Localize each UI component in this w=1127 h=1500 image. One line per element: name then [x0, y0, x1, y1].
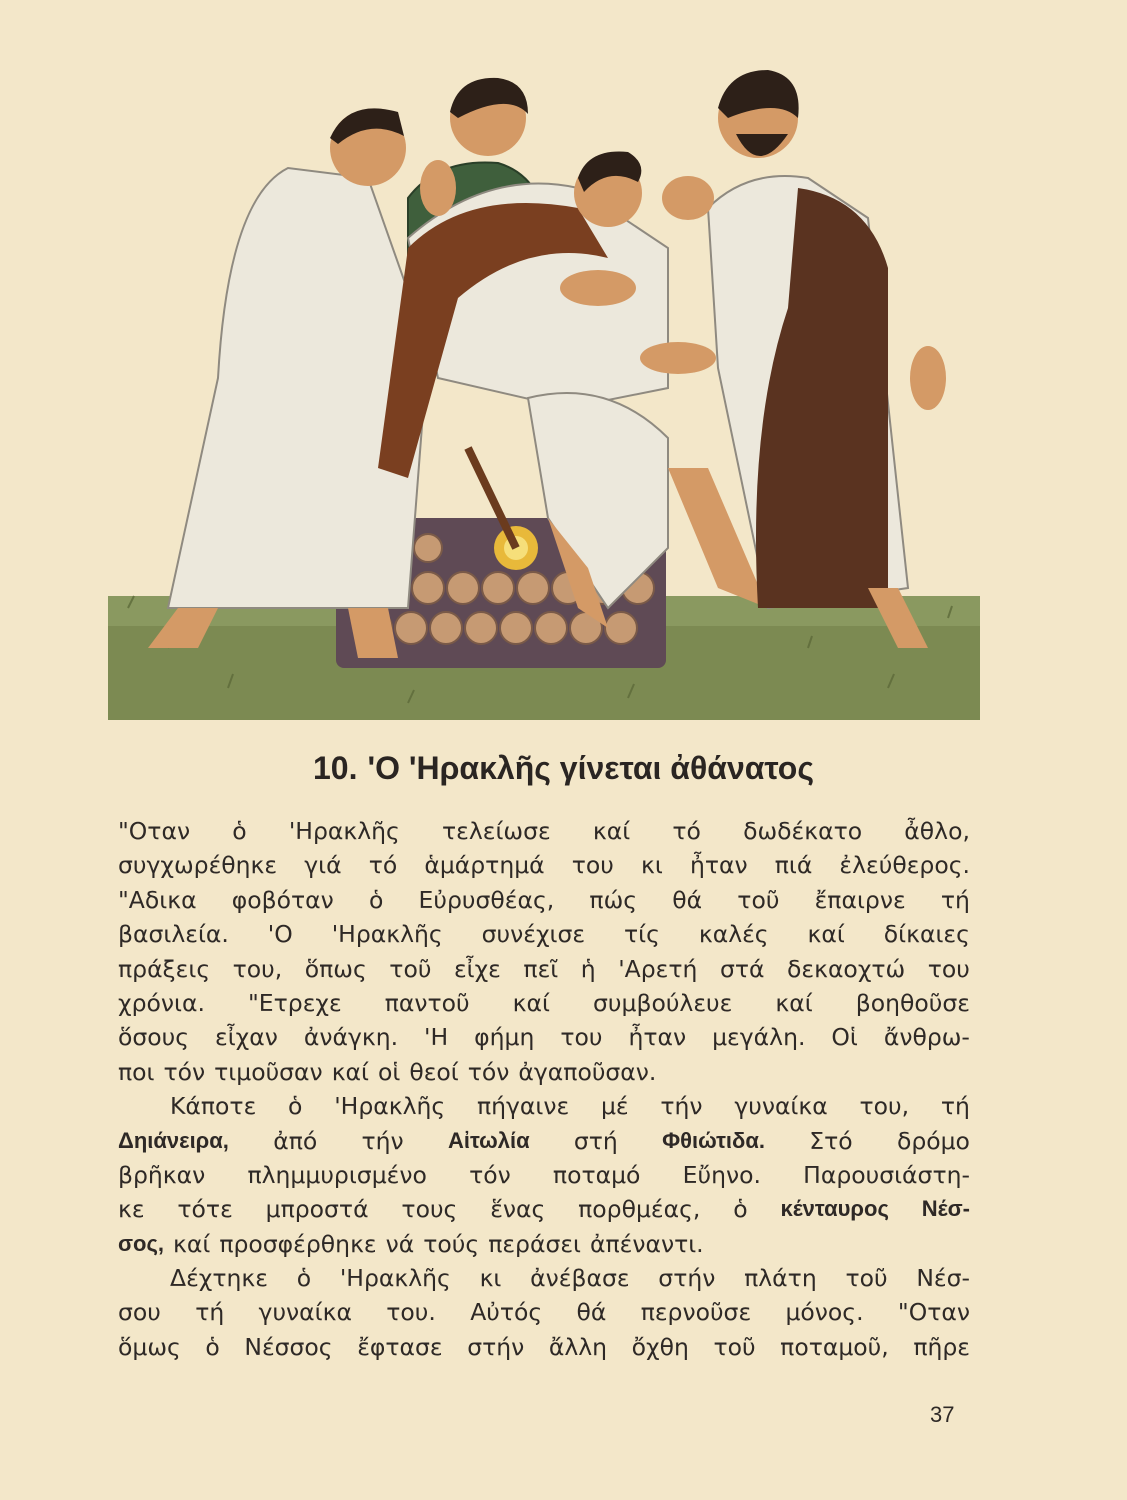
- word: Στό: [809, 1126, 853, 1155]
- text-line: [118, 917, 970, 951]
- word: ἀγαποῦσαν.: [518, 1057, 657, 1086]
- word: πορθμέας,: [578, 1195, 701, 1224]
- word: καί: [775, 988, 813, 1017]
- word: "Οταν: [118, 817, 191, 845]
- word: σος,: [118, 1230, 165, 1256]
- word: στήν: [658, 1264, 716, 1293]
- word: τή: [195, 1298, 225, 1327]
- word: στά: [719, 954, 765, 983]
- text-line: [118, 1158, 970, 1192]
- word: τους: [401, 1195, 458, 1224]
- chapter-heading: [0, 748, 1127, 788]
- word: Εὐρυσθέας,: [418, 885, 555, 914]
- word: 'Αρετή: [618, 954, 698, 983]
- text-line: [118, 1089, 970, 1123]
- text-line: [118, 1227, 970, 1261]
- word: γυναίκα: [734, 1092, 828, 1121]
- word: ἀπό: [273, 1126, 318, 1155]
- word: του: [927, 954, 970, 983]
- word: ἕνας: [490, 1195, 546, 1224]
- word: Φθιώτιδα.: [662, 1127, 766, 1153]
- heracles-on-pyre-illustration: [108, 48, 980, 720]
- word: τότε: [177, 1195, 233, 1224]
- word: Νέσ-: [916, 1264, 970, 1293]
- word: ποταμό: [552, 1160, 641, 1189]
- word: δρόμο: [896, 1126, 970, 1155]
- word: Οἱ: [831, 1023, 858, 1052]
- word: ὁ: [232, 817, 247, 845]
- word: "Αδικα: [118, 885, 197, 914]
- text-line: [118, 1055, 970, 1089]
- text-line: [118, 986, 970, 1020]
- word: περνοῦσε: [640, 1298, 752, 1327]
- word: ἀπέναντι.: [590, 1229, 704, 1258]
- text-line: [118, 1020, 970, 1054]
- word: Παρουσιάστη-: [803, 1160, 970, 1189]
- word: πήγαινε: [476, 1092, 570, 1121]
- word: Δέχτηκε: [170, 1264, 268, 1293]
- word: πῆρε: [913, 1332, 970, 1361]
- word: τοῦ: [737, 885, 780, 914]
- word: θά: [672, 885, 703, 914]
- word: του: [571, 851, 614, 880]
- body-text: [118, 814, 970, 1364]
- text-line: [118, 883, 970, 917]
- word: περάσει: [488, 1229, 581, 1258]
- word: γυναίκα: [258, 1298, 352, 1327]
- word: φήμη: [474, 1023, 535, 1052]
- word: καί: [173, 1229, 211, 1258]
- word: δωδέκατο: [743, 817, 863, 845]
- word: "Ετρεχε: [247, 988, 342, 1017]
- word: Νέσ-: [921, 1196, 970, 1222]
- word: ὁ: [296, 1264, 312, 1293]
- text-line: [118, 1330, 970, 1364]
- word: τίς: [624, 920, 660, 949]
- word: τόν: [467, 1057, 510, 1086]
- word: 'Ηρακλῆς: [331, 920, 443, 949]
- word: ἄλλη: [548, 1332, 608, 1361]
- word: δίκαιες: [883, 920, 970, 949]
- text-line: [118, 1124, 970, 1158]
- text-line: [118, 1261, 970, 1295]
- word: προσφέρθηκε: [219, 1229, 377, 1258]
- word: Εὔηνο.: [682, 1160, 761, 1189]
- word: τιμοῦσαν: [214, 1057, 323, 1086]
- text-line: [118, 952, 970, 986]
- word: ὄχθη: [631, 1332, 689, 1361]
- word: βασιλεία.: [118, 920, 229, 949]
- word: πράξεις: [118, 954, 211, 983]
- word: τοῦ: [389, 954, 432, 983]
- word: "Οταν: [897, 1298, 970, 1327]
- word: συμβούλευε: [593, 988, 733, 1017]
- word: Αἰτωλία: [447, 1127, 530, 1153]
- word: στήν: [467, 1332, 525, 1361]
- word: εἶχαν: [215, 1023, 278, 1052]
- word: βρῆκαν: [118, 1160, 206, 1189]
- word: καλές: [698, 920, 769, 949]
- word: μόνος.: [785, 1298, 864, 1327]
- word: τόν: [163, 1057, 206, 1086]
- word: κε: [118, 1195, 145, 1224]
- word: Αὐτός: [470, 1298, 543, 1327]
- word: κένταυρος: [780, 1196, 889, 1222]
- chapter-number: 10.: [313, 750, 358, 786]
- word: μπροστά: [265, 1195, 369, 1224]
- word: του: [560, 1023, 603, 1052]
- word: ὁ: [205, 1332, 220, 1361]
- word: 'Ηρακλῆς: [288, 817, 400, 845]
- word: ἦταν: [689, 851, 748, 880]
- word: παντοῦ: [384, 988, 470, 1017]
- word: ὁ: [733, 1195, 748, 1224]
- word: ποι: [118, 1057, 155, 1086]
- word: ὁ: [288, 1092, 303, 1121]
- word: Νέσσος: [244, 1332, 333, 1361]
- word: χρόνια.: [118, 988, 205, 1017]
- word: δεκαοχτώ: [787, 954, 906, 983]
- word: κι: [479, 1264, 502, 1293]
- word: μέ: [600, 1092, 629, 1121]
- word: ὅμως: [118, 1332, 181, 1361]
- word: νά: [385, 1229, 415, 1258]
- text-line: [118, 1192, 970, 1226]
- word: του,: [232, 954, 283, 983]
- word: ἀνάγκη.: [303, 1023, 399, 1052]
- word: πιά: [774, 851, 813, 880]
- page-number: 37: [930, 1402, 955, 1427]
- word: γιά: [304, 851, 342, 880]
- word: τήν: [361, 1126, 404, 1155]
- word: κι: [641, 851, 663, 880]
- word: καί: [331, 1057, 369, 1086]
- word: φοβόταν: [231, 885, 334, 914]
- word: ἄνθρω-: [883, 1023, 970, 1052]
- word: καί: [512, 988, 550, 1017]
- word: πλάτη: [744, 1264, 817, 1293]
- word: ὅσους: [118, 1023, 190, 1052]
- chapter-title: 'Ο 'Ηρακλῆς γίνεται ἀθάνατος: [367, 750, 814, 786]
- word: θά: [576, 1298, 607, 1327]
- word: ἆθλο,: [904, 817, 970, 845]
- word: ἡ: [580, 954, 596, 983]
- word: πλημμυρισμένο: [247, 1160, 427, 1189]
- word: ὁ: [368, 885, 384, 914]
- word: ὅπως: [304, 954, 367, 983]
- word: καί: [807, 920, 845, 949]
- text-line: [118, 814, 970, 848]
- text-line: [118, 848, 970, 882]
- word: του,: [859, 1092, 910, 1121]
- word: πεῖ: [523, 954, 559, 983]
- word: ἔπαιρνε: [814, 885, 906, 914]
- word: του.: [386, 1298, 436, 1327]
- word: θεοί: [409, 1057, 459, 1086]
- word: τό: [368, 851, 398, 880]
- word: ποταμοῦ,: [780, 1332, 889, 1361]
- word: τούς: [423, 1229, 480, 1258]
- word: 'Η: [424, 1023, 449, 1052]
- word: ἐλεύθερος.: [839, 851, 970, 880]
- word: συγχωρέθηκε: [118, 851, 278, 880]
- word: συνέχισε: [481, 920, 586, 949]
- word: ἀνέβασε: [530, 1264, 630, 1293]
- word: βοηθοῦσε: [855, 988, 970, 1017]
- word: σου: [118, 1298, 161, 1327]
- word: στή: [573, 1126, 618, 1155]
- word: 'Ηρακλῆς: [339, 1264, 451, 1293]
- word: τοῦ: [845, 1264, 888, 1293]
- word: μεγάλη.: [712, 1023, 806, 1052]
- text-line: [118, 1295, 970, 1329]
- word: τελείωσε: [442, 817, 551, 845]
- word: Δηιάνειρα,: [118, 1127, 229, 1153]
- word: ἔφτασε: [357, 1332, 443, 1361]
- word: καί: [592, 817, 631, 845]
- word: 'Ηρακλῆς: [334, 1092, 446, 1121]
- word: 'Ο: [267, 920, 293, 949]
- word: ἦταν: [628, 1023, 687, 1052]
- word: τόν: [469, 1160, 511, 1189]
- word: πώς: [589, 885, 638, 914]
- word: τή: [940, 885, 970, 914]
- word: τήν: [660, 1092, 703, 1121]
- word: τό: [672, 817, 701, 845]
- word: ἁμάρτημά: [424, 851, 545, 880]
- word: τοῦ: [713, 1332, 756, 1361]
- word: τή: [940, 1092, 970, 1121]
- word: οἱ: [377, 1057, 401, 1086]
- word: εἶχε: [453, 954, 501, 983]
- word: Κάποτε: [170, 1092, 257, 1121]
